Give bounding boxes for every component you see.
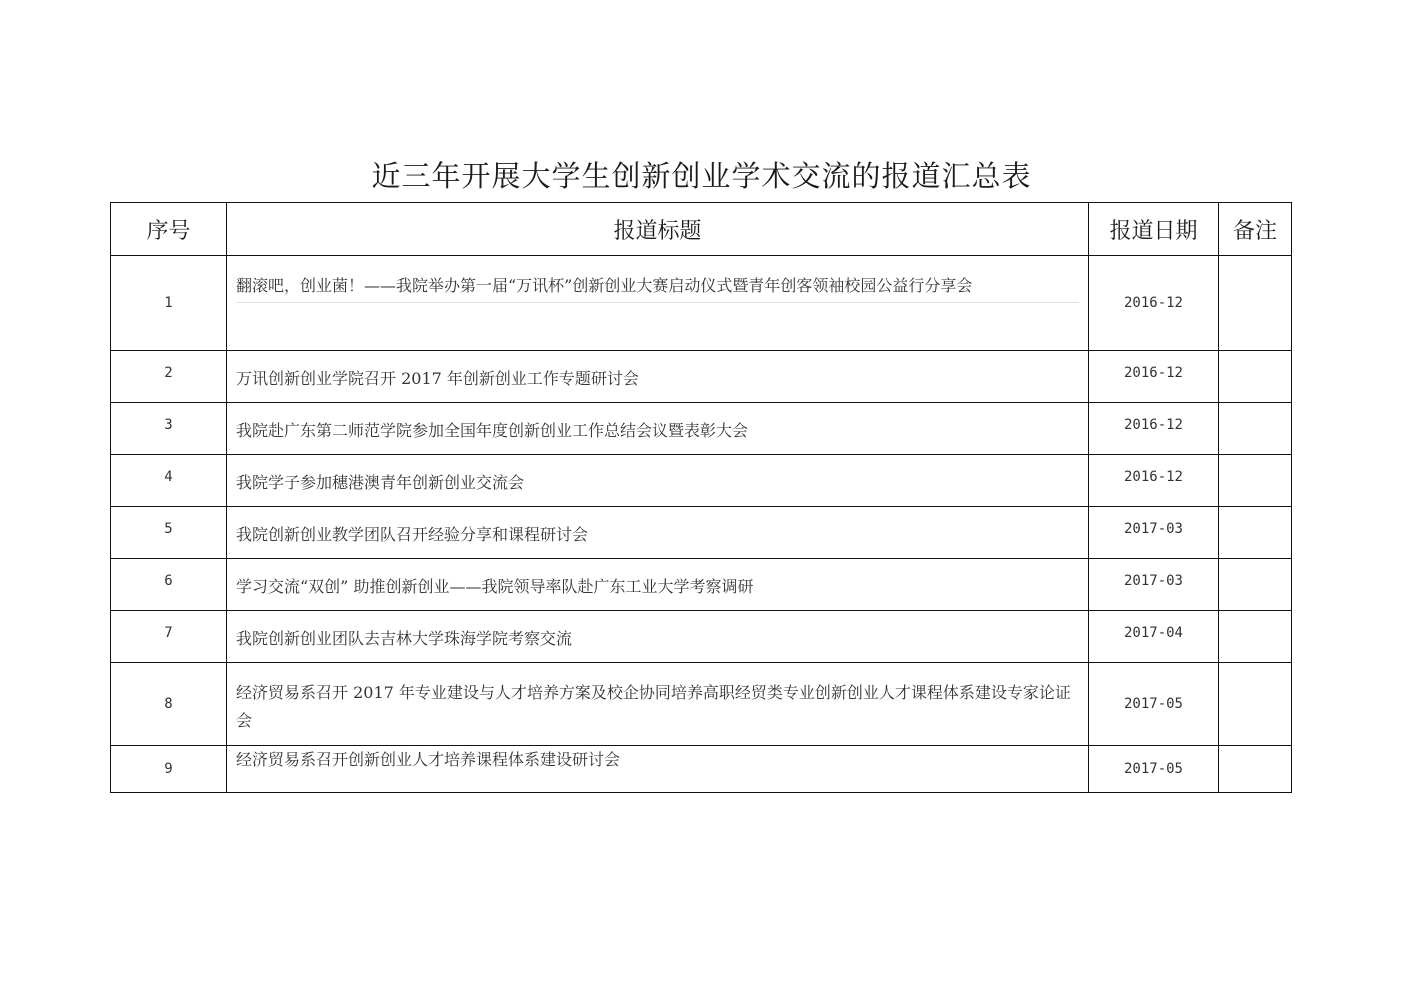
row-date-cell	[1089, 611, 1219, 663]
table-row	[111, 256, 1292, 351]
document-title: 近三年开展大学生创新创业学术交流的报道汇总表	[371, 159, 1032, 193]
row-title: 翻滚吧，创业菌！——我院举办第一届“万讯杯”创新创业大赛启动仪式暨青年创客领袖校园公益行分享会	[236, 256, 1079, 303]
row-num-cell	[111, 611, 227, 663]
row-date-cell	[1089, 351, 1219, 403]
table-row	[111, 507, 1292, 559]
header-date: 报道日期	[1089, 203, 1219, 256]
row-num-cell	[111, 351, 227, 403]
table-row	[111, 663, 1292, 746]
row-title: 我院创新创业团队去吉林大学珠海学院考察交流	[236, 629, 573, 648]
row-remark	[1219, 403, 1292, 455]
row-remark	[1219, 507, 1292, 559]
row-title: 我院创新创业教学团队召开经验分享和课程研讨会	[236, 525, 589, 544]
row-title-cell	[227, 256, 1089, 351]
header-num: 序号	[111, 203, 227, 256]
row-date-cell	[1089, 455, 1219, 507]
table-row	[111, 559, 1292, 611]
report-summary-table	[110, 202, 1292, 793]
row-title-cell	[227, 455, 1089, 507]
row-date-cell	[1089, 403, 1219, 455]
row-title-cell	[227, 746, 1089, 793]
table-row	[111, 455, 1292, 507]
row-num-cell	[111, 559, 227, 611]
row-num: 4	[164, 469, 173, 485]
row-date: 2017-05	[1123, 696, 1183, 712]
row-num: 8	[164, 696, 173, 712]
row-title: 我院赴广东第二师范学院参加全国年度创新创业工作总结会议暨表彰大会	[236, 421, 749, 440]
row-remark	[1219, 559, 1292, 611]
row-num-cell	[111, 663, 227, 746]
row-title-cell	[227, 351, 1089, 403]
table-row	[111, 403, 1292, 455]
row-num: 2	[164, 365, 173, 381]
row-remark	[1219, 663, 1292, 746]
row-date: 2016-12	[1123, 295, 1183, 311]
row-title-cell	[227, 611, 1089, 663]
row-date-cell	[1089, 746, 1219, 793]
row-date-cell	[1089, 256, 1219, 351]
row-num-cell	[111, 403, 227, 455]
row-date: 2016-12	[1123, 417, 1183, 433]
table-row	[111, 611, 1292, 663]
table-row	[111, 746, 1292, 793]
row-num: 6	[164, 573, 173, 589]
row-num: 5	[164, 521, 173, 537]
row-date-cell	[1089, 559, 1219, 611]
row-title: 学习交流“双创” 助推创新创业——我院领导率队赴广东工业大学考察调研	[236, 577, 754, 596]
row-remark	[1219, 611, 1292, 663]
row-num-cell	[111, 455, 227, 507]
row-num: 7	[164, 625, 173, 641]
table-header-row	[111, 203, 1292, 256]
row-title-cell	[227, 559, 1089, 611]
row-remark	[1219, 455, 1292, 507]
table-row	[111, 351, 1292, 403]
row-title: 我院学子参加穗港澳青年创新创业交流会	[236, 473, 525, 492]
row-date: 2016-12	[1123, 365, 1183, 381]
row-date: 2017-05	[1123, 761, 1183, 777]
row-num: 9	[164, 761, 173, 777]
row-title: 万讯创新创业学院召开 2017 年创新创业工作专题研讨会	[236, 369, 639, 388]
row-date: 2017-03	[1123, 573, 1183, 589]
row-title: 经济贸易系召开 2017 年专业建设与人才培养方案及校企协同培养高职经贸类专业创新创业人才课程体系建设专家论证会	[236, 683, 1071, 730]
row-num-cell	[111, 256, 227, 351]
row-date-cell	[1089, 507, 1219, 559]
row-remark	[1219, 351, 1292, 403]
header-remark: 备注	[1219, 203, 1292, 256]
row-remark	[1219, 746, 1292, 793]
row-num-cell	[111, 746, 227, 793]
row-date: 2016-12	[1123, 469, 1183, 485]
row-num: 1	[164, 295, 173, 311]
row-remark	[1219, 256, 1292, 351]
row-date: 2017-03	[1123, 521, 1183, 537]
header-title: 报道标题	[227, 203, 1089, 256]
row-title-cell	[227, 663, 1089, 746]
row-date: 2017-04	[1123, 625, 1183, 641]
row-title-cell	[227, 507, 1089, 559]
row-num: 3	[164, 417, 173, 433]
row-num-cell	[111, 507, 227, 559]
row-title-cell	[227, 403, 1089, 455]
row-date-cell	[1089, 663, 1219, 746]
row-title: 经济贸易系召开创新创业人才培养课程体系建设研讨会	[236, 750, 621, 769]
